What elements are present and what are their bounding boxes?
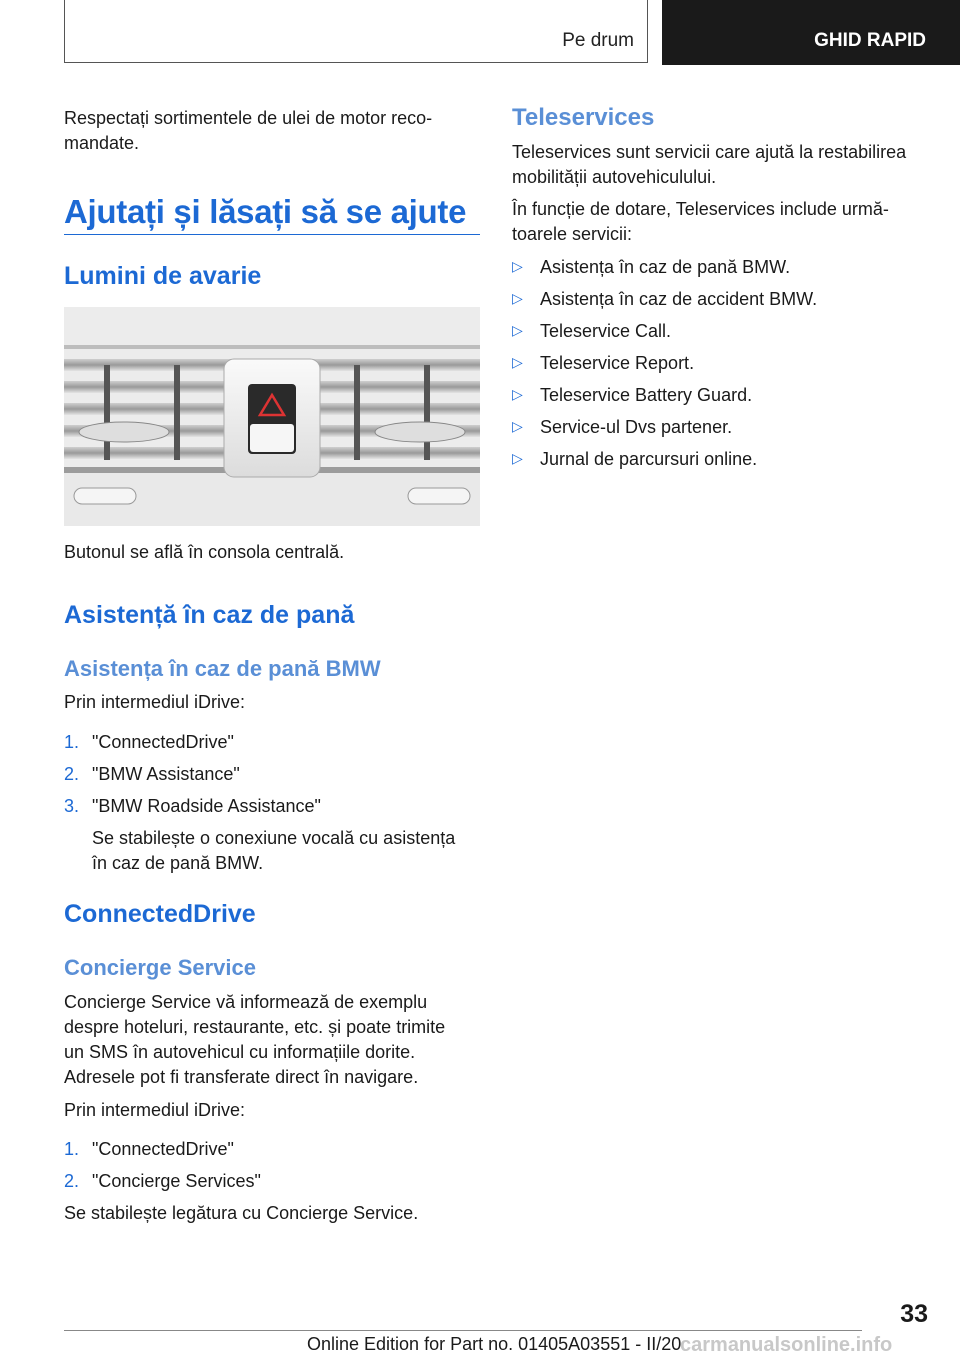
page-number: 33	[900, 1300, 928, 1328]
main-heading-rule	[64, 234, 480, 235]
breakdown-heading: Asistență în caz de pană	[64, 601, 355, 629]
main-heading: Ajutați și lăsați să se ajute	[64, 193, 467, 230]
teleservices-text-3: În funcție de dotare, Teleservices include urmă-	[512, 199, 889, 219]
concierge-text-1: Concierge Service vă informează de exemplu	[64, 992, 428, 1012]
service-item-text: Jurnal de parcursuri online.	[540, 449, 758, 469]
footer-rule	[64, 1330, 862, 1331]
triangle-bullet-icon: ▷	[512, 386, 523, 402]
bmw-step-2	[64, 762, 240, 787]
page-header	[0, 0, 960, 66]
service-item	[512, 318, 671, 344]
photo-caption: Butonul se află în consola centrală.	[64, 542, 345, 562]
teleservices-text-1: Teleservices sunt servicii care ajută la restabilirea	[512, 142, 907, 162]
service-item-text: Teleservice Battery Guard.	[540, 385, 753, 405]
service-item-text: Teleservice Call.	[540, 321, 672, 341]
step-text: "BMW Assistance"	[92, 764, 240, 784]
concierge-heading: Concierge Service	[64, 955, 256, 980]
service-item	[512, 414, 732, 440]
watermark-logo: carmanualsonline.info	[680, 1334, 893, 1356]
triangle-bullet-icon: ▷	[512, 418, 523, 434]
step-number: 2.	[64, 1171, 80, 1191]
header-chapter-tab: GHID RAPID	[662, 0, 960, 65]
teleservices-text-4: toarele servicii:	[512, 224, 633, 244]
header-section-title: Pe drum	[562, 30, 634, 51]
concierge-end: Se stabilește legătura cu Concierge Service.	[64, 1203, 419, 1223]
step-text: "Concierge Services"	[92, 1171, 261, 1191]
connecteddrive-heading: ConnectedDrive	[64, 900, 256, 928]
service-item-text: Teleservice Report.	[540, 353, 695, 373]
teleservices-text-2: mobilității autovehiculului.	[512, 167, 717, 187]
service-item	[512, 350, 694, 376]
service-item	[512, 286, 817, 312]
triangle-bullet-icon: ▷	[512, 354, 523, 370]
service-item-text: Asistența în caz de accident BMW.	[540, 289, 818, 309]
service-item	[512, 446, 757, 472]
triangle-bullet-icon: ▷	[512, 322, 523, 338]
step-text: "BMW Roadside Assistance"	[92, 796, 321, 816]
header-frame	[64, 0, 648, 63]
bmw-note-line-2: în caz de pană BMW.	[92, 853, 264, 873]
hazard-button-photo	[64, 307, 480, 526]
step-number: 1.	[64, 1139, 80, 1159]
edition-footer: Online Edition for Part no. 01405A03551 - II/20	[307, 1334, 682, 1354]
triangle-bullet-icon: ▷	[512, 258, 523, 274]
bmw-step-1	[64, 730, 234, 755]
step-number: 2.	[64, 764, 80, 784]
concierge-step-2	[64, 1169, 261, 1194]
bmw-step-3	[64, 794, 321, 819]
intro-line-2: mandate.	[64, 133, 140, 153]
bmw-note-line-1: Se stabilește o conexiune vocală cu asistența	[92, 828, 456, 848]
teleservices-heading: Teleservices	[512, 104, 655, 131]
step-number: 1.	[64, 732, 80, 752]
triangle-bullet-icon: ▷	[512, 450, 523, 466]
bmw-idrive-intro: Prin intermediul iDrive:	[64, 692, 246, 712]
step-number: 3.	[64, 796, 80, 816]
service-item	[512, 254, 790, 280]
hazard-heading: Lumini de avarie	[64, 262, 262, 290]
service-item-text: Asistența în caz de pană BMW.	[540, 257, 791, 277]
concierge-text-3: un SMS în autovehicul cu informațiile dorite.	[64, 1042, 416, 1062]
service-item-text: Service-ul Dvs partener.	[540, 417, 733, 437]
concierge-step-1	[64, 1137, 234, 1162]
service-item	[512, 382, 752, 408]
concierge-idrive-intro: Prin intermediul iDrive:	[64, 1100, 246, 1120]
step-text: "ConnectedDrive"	[92, 732, 234, 752]
concierge-text-4: Adresele pot fi transferate direct în navigare.	[64, 1067, 419, 1087]
vent-console-illustration	[64, 307, 480, 526]
intro-line-1: Respectați sortimentele de ulei de motor reco-	[64, 108, 433, 128]
concierge-text-2: despre hoteluri, restaurante, etc. și poate trimite	[64, 1017, 446, 1037]
triangle-bullet-icon: ▷	[512, 290, 523, 306]
bmw-assistance-heading: Asistența în caz de pană BMW	[64, 656, 381, 681]
step-text: "ConnectedDrive"	[92, 1139, 234, 1159]
